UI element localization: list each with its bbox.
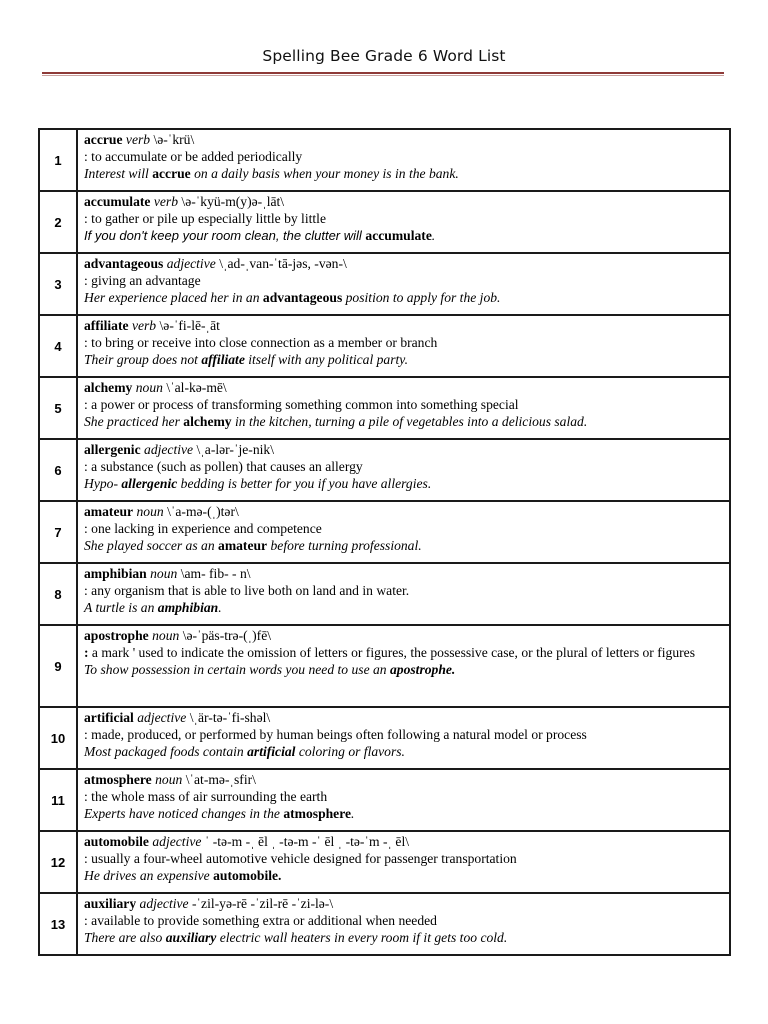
definition: : available to provide something extra or additional when needed xyxy=(84,913,437,928)
entry-number: 2 xyxy=(39,191,77,253)
entry-word: auxiliary xyxy=(84,896,137,911)
entry-word: automobile xyxy=(84,834,149,849)
entry-number: 9 xyxy=(39,625,77,707)
part-of-speech: verb xyxy=(153,194,179,209)
table-row xyxy=(39,439,730,501)
example-text: position to apply for the job. xyxy=(342,290,501,305)
table-row xyxy=(39,377,730,439)
example-word: amphibian xyxy=(157,600,219,615)
pronunciation: \ˌad-ˌvan-ˈtā-jəs, -vən-\ xyxy=(219,256,347,271)
entry-word: apostrophe xyxy=(84,628,149,643)
table-row xyxy=(39,893,730,955)
example-text: in the kitchen, turning a pile of vegetables into a delicious salad. xyxy=(231,414,588,429)
entry-headline xyxy=(84,193,723,210)
entry-number: 12 xyxy=(39,831,77,893)
example-text: electric wall heaters in every room if it gets too cold. xyxy=(216,930,508,945)
part-of-speech: adjective xyxy=(152,834,202,849)
example-sentence xyxy=(84,805,723,822)
example-text: He drives an expensive xyxy=(84,868,214,883)
example-word: automobile. xyxy=(213,868,282,883)
entry-cell xyxy=(77,439,730,501)
definition: : giving an advantage xyxy=(84,273,201,288)
entry-cell xyxy=(77,377,730,439)
example-text: Interest will xyxy=(84,166,153,181)
pronunciation: -ˈzil-yə-rē -ˈzil-rē -ˈzi-lə-\ xyxy=(192,896,334,911)
definition: : the whole mass of air surrounding the earth xyxy=(84,789,328,804)
part-of-speech: noun xyxy=(155,772,183,787)
entry-word: allergenic xyxy=(84,442,141,457)
example-sentence xyxy=(84,929,723,946)
definition: : made, produced, or performed by human beings often following a natural model or process xyxy=(84,727,587,742)
definition: : a substance (such as pollen) that causes an allergy xyxy=(84,459,363,474)
example-word: auxiliary xyxy=(165,930,217,945)
example-text: . xyxy=(351,806,355,821)
example-text: A turtle is an xyxy=(84,600,158,615)
entry-number: 1 xyxy=(39,129,77,191)
entry-number: 11 xyxy=(39,769,77,831)
example-word: alchemy xyxy=(183,414,232,429)
example-sentence xyxy=(84,475,723,492)
entry-word: affiliate xyxy=(84,318,129,333)
entry-headline xyxy=(84,503,723,520)
part-of-speech: noun xyxy=(136,504,164,519)
part-of-speech: noun xyxy=(135,380,163,395)
pronunciation: ˈ -tə-m -ˌ ēl ˌ -tə-m -ˈ ēl ˌ -tə-ˈm -ˌ ēl\ xyxy=(204,834,409,849)
definition-text: a mark ' used to indicate the omission of letters or figures, the possessive case, or the plural of letters or figures xyxy=(88,645,695,660)
definition: : a power or process of transforming something common into something special xyxy=(84,397,519,412)
part-of-speech: verb xyxy=(125,132,151,147)
entry-headline xyxy=(84,627,723,644)
pronunciation: \ˌa-lər-ˈje-nik\ xyxy=(196,442,274,457)
example-word: affiliate xyxy=(201,352,245,367)
example-word: apostrophe. xyxy=(390,662,456,677)
table-row xyxy=(39,253,730,315)
entry-word: accrue xyxy=(84,132,123,147)
entry-cell xyxy=(77,563,730,625)
page-title: Spelling Bee Grade 6 Word List xyxy=(262,47,506,65)
entry-cell xyxy=(77,893,730,955)
example-word: advantageous xyxy=(262,290,343,305)
table-row xyxy=(39,563,730,625)
example-sentence xyxy=(84,537,723,554)
example-sentence xyxy=(84,599,723,616)
example-text: Experts have noticed changes in the xyxy=(84,806,284,821)
part-of-speech: noun xyxy=(150,566,178,581)
pronunciation: \ə-ˈkyü-m(y)ə-ˌlāt\ xyxy=(181,194,285,209)
example-word: atmosphere xyxy=(283,806,352,821)
entry-number: 7 xyxy=(39,501,77,563)
pronunciation: \ˈa-mə-(ˌ)tər\ xyxy=(167,504,239,519)
entry-word: accumulate xyxy=(84,194,151,209)
entry-cell xyxy=(77,129,730,191)
entry-word: alchemy xyxy=(84,380,133,395)
example-text: Their group does not xyxy=(84,352,202,367)
entry-cell xyxy=(77,707,730,769)
entry-cell xyxy=(77,501,730,563)
part-of-speech: verb xyxy=(131,318,157,333)
table-row xyxy=(39,625,730,707)
header-rule-shadow xyxy=(42,75,724,76)
example-sentence xyxy=(84,743,723,760)
entry-word: advantageous xyxy=(84,256,164,271)
entry-headline xyxy=(84,565,723,582)
entry-word: artificial xyxy=(84,710,134,725)
entry-headline xyxy=(84,255,723,272)
entry-number: 5 xyxy=(39,377,77,439)
example-word: amateur xyxy=(218,538,268,553)
table-row xyxy=(39,831,730,893)
table-row xyxy=(39,191,730,253)
entry-headline xyxy=(84,833,723,850)
table-row xyxy=(39,707,730,769)
entry-number: 10 xyxy=(39,707,77,769)
example-sentence xyxy=(84,413,723,430)
pronunciation: \ˌär-tə-ˈfi-shəl\ xyxy=(189,710,271,725)
example-word: allergenic xyxy=(121,476,178,491)
pronunciation: \ˈat-mə-ˌsfir\ xyxy=(185,772,256,787)
example-sentence xyxy=(84,867,723,884)
example-text: If you don't keep your room clean, the clutter will xyxy=(84,228,366,243)
entry-cell xyxy=(77,625,730,707)
entry-headline xyxy=(84,441,723,458)
pronunciation: \ə-ˈfi-lē-ˌāt xyxy=(159,318,220,333)
entry-number: 8 xyxy=(39,563,77,625)
example-text: coloring or flavors. xyxy=(295,744,405,759)
entry-word: atmosphere xyxy=(84,772,152,787)
definition: : to accumulate or be added periodically xyxy=(84,149,303,164)
pronunciation: \am- fib- - n\ xyxy=(180,566,251,581)
part-of-speech: adjective xyxy=(144,442,194,457)
example-text: Her experience placed her in an xyxy=(84,290,263,305)
example-text: To show possession in certain words you need to use an xyxy=(84,662,390,677)
example-sentence xyxy=(84,351,723,368)
part-of-speech: adjective xyxy=(137,710,187,725)
entry-number: 4 xyxy=(39,315,77,377)
part-of-speech: adjective xyxy=(139,896,189,911)
header-rule xyxy=(42,72,724,74)
entry-cell xyxy=(77,831,730,893)
definition: : any organism that is able to live both on land and in water. xyxy=(84,583,410,598)
word-list-table xyxy=(38,128,731,956)
example-text: She played soccer as an xyxy=(84,538,219,553)
entry-word: amphibian xyxy=(84,566,147,581)
entry-cell xyxy=(77,315,730,377)
entry-headline xyxy=(84,709,723,726)
example-text: She practiced her xyxy=(84,414,184,429)
definition: : usually a four-wheel automotive vehicle designed for passenger transportation xyxy=(84,851,517,866)
definition xyxy=(84,644,723,661)
entry-headline xyxy=(84,771,723,788)
entry-headline xyxy=(84,131,723,148)
example-sentence xyxy=(84,227,723,244)
entry-headline xyxy=(84,379,723,396)
entry-cell xyxy=(77,253,730,315)
definition-colon: : xyxy=(84,645,89,660)
example-sentence xyxy=(84,289,723,306)
definition: : to gather or pile up especially little by little xyxy=(84,211,326,226)
example-sentence xyxy=(84,661,723,678)
pronunciation: \ˈal-kə-mē\ xyxy=(166,380,227,395)
example-text: Hypo- xyxy=(84,476,122,491)
entry-number: 3 xyxy=(39,253,77,315)
entry-cell xyxy=(77,769,730,831)
example-text: bedding is better for you if you have allergies. xyxy=(177,476,432,491)
entry-cell xyxy=(77,191,730,253)
entry-headline xyxy=(84,317,723,334)
example-text: . xyxy=(431,228,436,243)
part-of-speech: noun xyxy=(152,628,180,643)
example-text: itself with any political party. xyxy=(244,352,408,367)
pronunciation: \ə-ˈkrü\ xyxy=(153,132,195,147)
example-word: artificial xyxy=(247,744,296,759)
definition: : to bring or receive into close connection as a member or branch xyxy=(84,335,438,350)
pronunciation: \ə-ˈpäs-trə-(ˌ)fē\ xyxy=(182,628,272,643)
example-text: . xyxy=(218,600,222,615)
example-text: before turning professional. xyxy=(267,538,422,553)
entry-number: 6 xyxy=(39,439,77,501)
example-text: There are also xyxy=(84,930,166,945)
table-row xyxy=(39,769,730,831)
example-text: Most packaged foods contain xyxy=(84,744,248,759)
definition: : one lacking in experience and competence xyxy=(84,521,322,536)
example-sentence xyxy=(84,165,723,182)
table-row xyxy=(39,501,730,563)
entry-word: amateur xyxy=(84,504,134,519)
table-row xyxy=(39,129,730,191)
example-word: accumulate xyxy=(365,228,432,243)
example-word: accrue xyxy=(152,166,191,181)
part-of-speech: adjective xyxy=(166,256,216,271)
example-text: on a daily basis when your money is in the bank. xyxy=(190,166,459,181)
entry-headline xyxy=(84,895,723,912)
entry-number: 13 xyxy=(39,893,77,955)
table-row xyxy=(39,315,730,377)
